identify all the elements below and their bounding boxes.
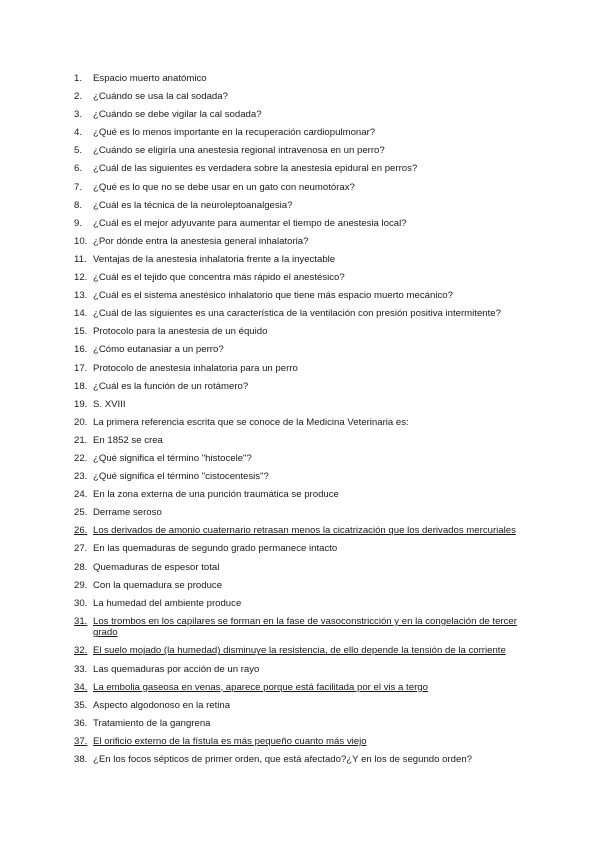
- question-number: 12.: [74, 272, 88, 284]
- question-text: ¿Cuál de las siguientes es verdadera sobre la anestesia epidural en perros?: [93, 163, 418, 175]
- question-number: 3.: [74, 109, 83, 121]
- question-text: ¿Cuál es el mejor adyuvante para aumentar el tiempo de anestesia local?: [93, 217, 407, 229]
- question-item: [74, 272, 544, 284]
- question-text: Los trombos en los capilares se forman en la fase de vasoconstricción y en la congelación de tercer grado: [93, 615, 517, 639]
- question-item: [74, 645, 544, 657]
- question-item: [74, 435, 544, 447]
- question-number: 26.: [74, 525, 88, 537]
- question-number: 28.: [74, 561, 88, 573]
- question-number: 34.: [74, 681, 88, 693]
- question-number: 9.: [74, 217, 83, 229]
- question-item: [74, 471, 544, 483]
- question-text: Con la quemadura se produce: [93, 579, 223, 591]
- question-number: 7.: [74, 181, 83, 193]
- question-number: 16.: [74, 344, 88, 356]
- question-number: 31.: [74, 615, 88, 627]
- question-text: La humedad del ambiente produce: [93, 597, 242, 609]
- question-item: [74, 254, 544, 266]
- question-text: ¿Qué significa el término "histocele"?: [93, 452, 252, 464]
- question-item: [74, 736, 544, 748]
- question-item: [74, 598, 544, 610]
- question-item: [74, 616, 544, 639]
- question-number: 38.: [74, 753, 88, 765]
- question-number: 25.: [74, 507, 88, 519]
- question-number: 13.: [74, 290, 88, 302]
- question-number: 18.: [74, 380, 88, 392]
- question-item: [74, 381, 544, 393]
- question-text: Espacio muerto anatómico: [93, 73, 207, 84]
- question-text: En 1852 se crea: [93, 434, 163, 446]
- question-text: El orificio externo de la fístula es más pequeño cuanto más viejo: [93, 735, 367, 747]
- question-number: 32.: [74, 645, 88, 657]
- question-number: 19.: [74, 398, 88, 410]
- question-text: ¿Cuál de las siguientes es una característica de la ventilación con presión positiva intermitente?: [93, 308, 501, 320]
- question-number: 11.: [74, 253, 87, 265]
- question-number: 36.: [74, 717, 88, 729]
- question-text: ¿Por dónde entra la anestesia general inhalatoria?: [93, 235, 309, 247]
- question-text: Aspecto algodonoso en la retina: [93, 699, 231, 711]
- question-item: [74, 543, 544, 555]
- question-item: [74, 145, 544, 157]
- question-text: Quemaduras de espesor total: [93, 561, 220, 573]
- question-text: ¿Qué es lo menos importante en la recuperación cardiopulmonar?: [93, 127, 376, 139]
- question-item: [74, 236, 544, 248]
- question-item: [74, 399, 544, 411]
- question-item: [74, 326, 544, 338]
- question-item: [74, 417, 544, 429]
- question-text: El suelo mojado (la humedad) disminuye la resistencia, de ello depende la tensión de la corriente: [93, 645, 506, 657]
- question-text: S. XVIII: [93, 398, 126, 410]
- question-item: [74, 525, 544, 537]
- question-text: ¿Cuál es la función de un rotámero?: [93, 380, 249, 392]
- question-number: 5.: [74, 145, 83, 157]
- question-item: [74, 218, 544, 230]
- question-item: [74, 109, 544, 121]
- question-number: 33.: [74, 663, 88, 675]
- question-item: [74, 580, 544, 592]
- question-text: ¿Cuándo se eligiría una anestesia regional intravenosa en un perro?: [93, 145, 385, 157]
- question-item: [74, 308, 544, 320]
- question-text: Los derivados de amonio cuaternario retrasan menos la cicatrización que los derivados mercuriales: [93, 525, 516, 537]
- question-text: ¿Cuándo se debe vigilar la cal sodada?: [93, 109, 262, 121]
- question-number: 14.: [74, 308, 88, 320]
- question-number: 8.: [74, 199, 83, 211]
- question-item: [74, 182, 544, 194]
- question-item: [74, 562, 544, 574]
- question-number: 17.: [74, 362, 88, 374]
- question-text: En la zona externa de una punción traumática se produce: [93, 489, 339, 501]
- question-number: 37.: [74, 735, 88, 747]
- question-item: [74, 664, 544, 676]
- question-text: La embolia gaseosa en venas, aparece porque está facilitada por el vis a tergo: [93, 681, 428, 693]
- question-number: 21.: [74, 434, 88, 446]
- question-number: 30.: [74, 597, 88, 609]
- question-text: ¿Cómo eutanasiar a un perro?: [93, 344, 224, 356]
- question-text: En las quemaduras de segundo grado permanece intacto: [93, 543, 338, 555]
- question-item: [74, 489, 544, 501]
- question-text: ¿En los focos sépticos de primer orden, que está afectado?¿Y en los de segundo orden?: [93, 753, 473, 765]
- question-text: ¿Qué es lo que no se debe usar en un gato con neumotórax?: [93, 181, 355, 193]
- question-item: [74, 754, 544, 766]
- question-number: 2.: [74, 91, 83, 103]
- question-item: [74, 682, 544, 694]
- question-number: 10.: [74, 235, 88, 247]
- question-text: Protocolo para la anestesia de un équido: [93, 326, 268, 338]
- question-number: 35.: [74, 699, 88, 711]
- question-number: 15.: [74, 326, 88, 338]
- question-number: 6.: [74, 163, 83, 175]
- question-text: Las quemaduras por acción de un rayo: [93, 663, 260, 675]
- question-item: [74, 718, 544, 730]
- question-item: [74, 344, 544, 356]
- question-text: ¿Cuál es el sistema anestésico inhalatorio que tiene más espacio muerto mecánico?: [93, 290, 453, 302]
- question-item: [74, 91, 544, 103]
- question-text: Tratamiento de la gangrena: [93, 717, 211, 729]
- question-number: 27.: [74, 543, 88, 555]
- question-number: 29.: [74, 579, 88, 591]
- question-text: Derrame seroso: [93, 507, 162, 519]
- question-item: [74, 290, 544, 302]
- question-item: [74, 453, 544, 465]
- question-item: [74, 363, 544, 375]
- question-number: 4.: [74, 127, 83, 139]
- question-item: [74, 700, 544, 712]
- question-number: 22.: [74, 452, 88, 464]
- question-text: Ventajas de la anestesia inhalatoria frente a la inyectable: [93, 253, 336, 265]
- question-text: ¿Cuál es el tejido que concentra más rápido el anestésico?: [93, 272, 345, 284]
- question-item: [74, 200, 544, 212]
- question-item: [74, 163, 544, 175]
- question-item: [74, 127, 544, 139]
- question-text: ¿Cuándo se usa la cal sodada?: [93, 91, 228, 103]
- question-number: 1.: [74, 73, 83, 84]
- question-text: Protocolo de anestesia inhalatoria para un perro: [93, 362, 298, 374]
- question-item: [74, 507, 544, 519]
- question-list: [74, 73, 544, 772]
- question-number: 23.: [74, 471, 88, 483]
- question-text: La primera referencia escrita que se conoce de la Medicina Veterinaria es:: [93, 416, 409, 428]
- question-item: [74, 73, 544, 85]
- question-text: ¿Qué significa el término "cistocentesis"?: [93, 471, 269, 483]
- question-text: ¿Cuál es la técnica de la neuroleptoanalgesia?: [93, 199, 293, 211]
- question-number: 20.: [74, 416, 88, 428]
- question-number: 24.: [74, 489, 88, 501]
